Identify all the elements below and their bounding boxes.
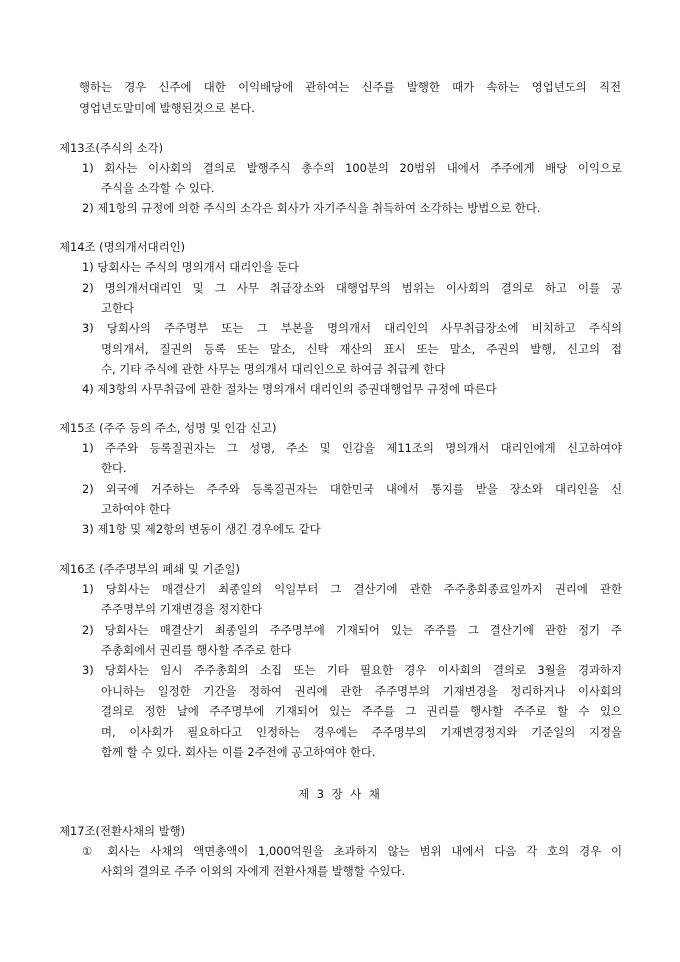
article-16-item-3: 3) 당회사는 임시 주주총회의 소집 또는 기타 필요한 경우 이사회의 결의로 3월을 경과하지 [82, 663, 622, 677]
article-16-item-3-cont: 며, 이사회가 필요하다고 인정하는 경우에는 주주명부의 기재변경정지와 기준일의 지정을 [101, 725, 622, 739]
article-16-item-3-cont: 결의로 정한 날에 주주명부에 기재되어 있는 주주를 그 권리를 행사할 주주로 할 수 있으 [101, 704, 622, 718]
article-14-item-3-cont: 수, 기타 주식에 관한 사무는 명의개서 대리인으로 하여금 취급케 한다 [101, 362, 446, 376]
article-16-item-2: 2) 당회사는 매결산기 최종일의 주주명부에 기재되어 있는 주주를 그 결산기에 관한 정기 주 [82, 623, 622, 637]
body-text-line: 행하는 경우 신주에 대한 이익배당에 관하여는 신주를 발행한 때가 속하는 영업년도의 직전 [79, 80, 621, 94]
article-16-item-3-cont: 함께 할 수 있다. 회사는 이를 2주전에 공고하여야 한다. [101, 745, 376, 759]
article-15-heading: 제15조 (주주 등의 주소, 성명 및 인감 신고) [59, 421, 277, 435]
article-14-item-3: 3) 당회사의 주주명부 또는 그 부본을 명의개서 대리인의 사무취급장소에 비치하고 주식의 [82, 321, 622, 335]
article-16-item-1-cont: 주주명부의 기재변경을 정지한다 [101, 602, 263, 616]
article-14-item-2-cont: 고한다 [101, 301, 135, 315]
article-13-item-2: 2) 제1항의 규정에 의한 주식의 소각은 회사가 자기주식을 취득하여 소각하는 방법으로 한다. [82, 201, 541, 215]
article-14-item-2: 2) 명의개서대리인 및 그 사무 취급장소와 대행업무의 범위는 이사회의 결의로 하고 이를 공 [82, 281, 622, 295]
article-13-item-1-cont: 주식을 소각할 수 있다. [101, 181, 215, 195]
article-16-item-2-cont: 주총회에서 권리를 행사할 주주로 한다 [101, 643, 292, 657]
body-text-line: 영업년도말미에 발행된것으로 본다. [79, 101, 255, 115]
article-15-item-2: 2) 외국에 거주하는 주주와 등록질권자는 대한민국 내에서 통지를 받을 장소와 대리인을 신 [82, 482, 622, 496]
article-13-item-1: 1) 회사는 이사회의 결의로 발행주식 총수의 100분의 20범위 내에서 주주에게 배당 이익으로 [82, 161, 622, 175]
article-17-heading: 제17조(전환사채의 발행) [59, 824, 186, 838]
article-17-item-1-cont: 사회의 결의로 주주 이외의 자에게 전환사채를 발행할 수있다. [101, 864, 406, 878]
article-13-heading: 제13조(주식의 소각) [59, 141, 164, 155]
article-14-item-3-cont: 명의개서, 질권의 등록 또는 말소, 신탁 재산의 표시 또는 말소, 주권의 발행, 신고의 접 [101, 342, 622, 356]
article-15-item-1: 1) 주주와 등록질권자는 그 성명, 주소 및 인감을 제11조의 명의개서 대리인에게 신고하여야 [82, 441, 622, 455]
article-15-item-3: 3) 제1항 및 제2항의 변동이 생긴 경우에도 같다 [82, 522, 321, 536]
article-15-item-1-cont: 한다. [101, 461, 127, 475]
article-14-item-4: 4) 제3항의 사무취급에 관한 절차는 명의개서 대리인의 증권대행업무 규정에 따른다 [82, 382, 497, 396]
article-16-heading: 제16조 (주주명부의 폐쇄 및 기준일) [59, 562, 240, 576]
article-16-item-3-cont: 아니하는 일정한 기간을 정하여 권리에 관한 주주명부의 기재변경을 정리하거나 이사회의 [101, 684, 622, 698]
article-14-heading: 제14조 (명의개서대리인) [59, 240, 186, 254]
article-17-item-1: ① 회사는 사채의 액면총액이 1,000억원을 초과하지 않는 범위 내에서 다음 각 호의 경우 이 [82, 844, 622, 858]
article-14-item-1: 1) 당회사는 주식의 명의개서 대리인을 둔다 [82, 260, 299, 274]
article-15-item-2-cont: 고하여야 한다 [101, 502, 171, 516]
chapter-3-title: 제 3 장 사 채 [298, 787, 382, 801]
article-16-item-1: 1) 당회사는 매결산기 최종일의 익일부터 그 결산기에 관한 주주총회종료일까지 권리에 관한 [82, 582, 622, 596]
